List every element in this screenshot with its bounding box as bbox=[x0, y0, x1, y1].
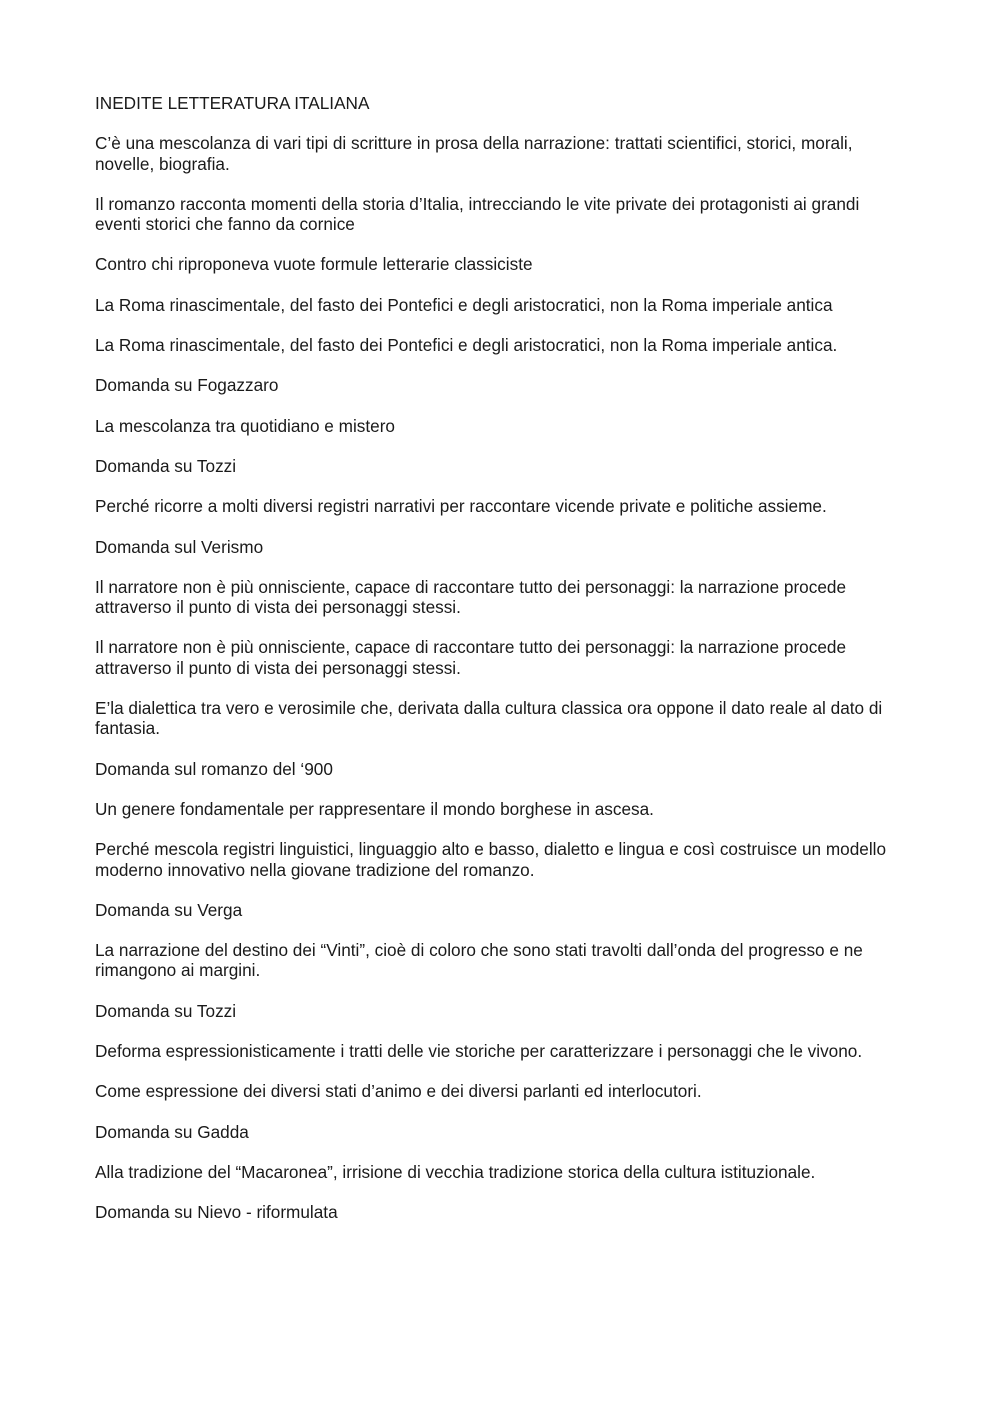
question-heading: Domanda su Verga bbox=[95, 899, 243, 920]
paragraph: Il romanzo racconta momenti della storia d’Italia, intrecciando le vite private dei protagonisti ai grandi eventi storici che fanno da cornice bbox=[95, 193, 860, 235]
paragraph: Perché ricorre a molti diversi registri narrativi per raccontare vicende private e politiche assieme. bbox=[95, 496, 827, 517]
paragraph: La Roma rinascimentale, del fasto dei Pontefici e degli aristocratici, non la Roma imperiale antica. bbox=[95, 335, 838, 356]
paragraph: Contro chi riproponeva vuote formule letterarie classiciste bbox=[95, 254, 533, 275]
document-page bbox=[95, 93, 905, 1243]
question-heading: Domanda sul Verismo bbox=[95, 536, 264, 557]
paragraph: C’è una mescolanza di vari tipi di scritture in prosa della narrazione: trattati scientifici, storici, morali, novelle, biografia. bbox=[95, 133, 853, 174]
paragraph: La mescolanza tra quotidiano e mistero bbox=[95, 415, 395, 436]
question-heading: Domanda su Gadda bbox=[95, 1121, 249, 1142]
paragraph: Come espressione dei diversi stati d’animo e dei diversi parlanti ed interlocutori. bbox=[95, 1081, 702, 1102]
paragraph: Alla tradizione del “Macaronea”, irrisione di vecchia tradizione storica della cultura istituzionale. bbox=[95, 1161, 816, 1182]
paragraph: Il narratore non è più onnisciente, capace di raccontare tutto dei personaggi: la narrazione procede attraverso il punto di vista dei personaggi stessi. bbox=[95, 637, 846, 678]
document-title: INEDITE LETTERATURA ITALIANA bbox=[95, 93, 370, 113]
paragraph: La narrazione del destino dei “Vinti”, cioè di coloro che sono stati travolti dall’onda del progresso e ne rimangono ai margini. bbox=[95, 940, 863, 981]
question-heading: Domanda su Fogazzaro bbox=[95, 375, 279, 396]
question-heading: Domanda su Tozzi bbox=[95, 1000, 237, 1021]
paragraph: E’la dialettica tra vero e verosimile che, derivata dalla cultura classica ora oppone il dato reale al dato di fantasia. bbox=[95, 698, 883, 739]
paragraph: Il narratore non è più onnisciente, capace di raccontare tutto dei personaggi: la narrazione procede attraverso il punto di vista dei personaggi stessi. bbox=[95, 576, 846, 618]
paragraph: Perché mescola registri linguistici, linguaggio alto e basso, dialetto e lingua e così costruisce un modello moderno innovativo nella giovane tradizione del romanzo. bbox=[95, 839, 887, 880]
question-heading: Domanda sul romanzo del ‘900 bbox=[95, 758, 333, 779]
paragraph: Deforma espressionisticamente i tratti delle vie storiche per caratterizzare i personaggi che le vivono. bbox=[95, 1041, 863, 1062]
question-heading: Domanda su Tozzi bbox=[95, 455, 237, 476]
question-heading: Domanda su Nievo - riformulata bbox=[95, 1202, 338, 1223]
paragraph: La Roma rinascimentale, del fasto dei Pontefici e degli aristocratici, non la Roma imperiale antica bbox=[95, 294, 833, 315]
paragraph: Un genere fondamentale per rappresentare il mondo borghese in ascesa. bbox=[95, 798, 654, 819]
